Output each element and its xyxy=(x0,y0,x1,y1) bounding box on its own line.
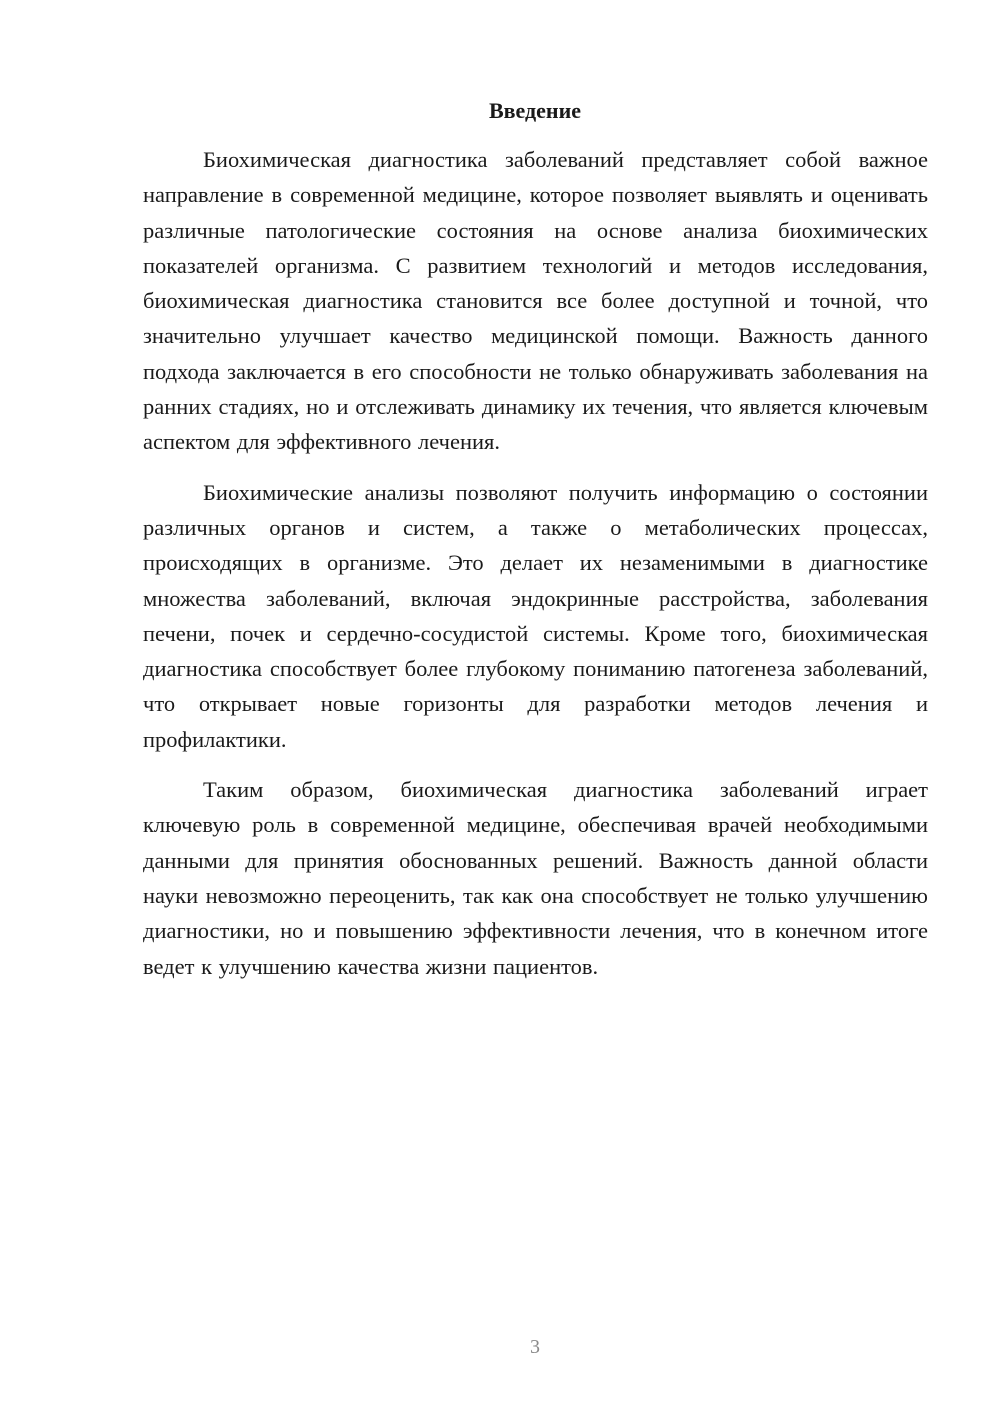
paragraph-3: Таким образом, биохимическая диагностика заболеваний играет ключевую роль в современной медицине, обеспечивая врачей необходимыми данными для принятия обоснованных решений. Важность данной области науки невозможно переоценить, так как она способствует не только улучшению диагностики, но и повышению эффективности лечения, что в конечном итоге ведет к улучшению качества жизни пациентов. xyxy=(143,777,928,979)
page-number: 3 xyxy=(530,1336,540,1358)
body-text xyxy=(143,142,928,999)
section-heading: Введение xyxy=(488,98,582,123)
paragraph-2: Биохимические анализы позволяют получить информацию о состоянии различных органов и систем, а также о метаболических процессах, происходящих в организме. Это делает их незаменимыми в диагностике множества заболеваний, включая эндокринные расстройства, заболевания печени, почек и сердечно-сосудистой системы. Кроме того, биохимическая диагностика способствует более глубокому пониманию патогенеза заболеваний, что открывает новые горизонты для разработки методов лечения и профилактики. xyxy=(143,479,928,752)
paragraph-1: Биохимическая диагностика заболеваний представляет собой важное направление в современной медицине, которое позволяет выявлять и оценивать различные патологические состояния на основе анализа биохимических показателей организма. С развитием технологий и методов исследования, биохимическая диагностика становится все более доступной и точной, что значительно улучшает качество медицинской помощи. Важность данного подхода заключается в его способности не только обнаруживать заболевания на ранних стадиях, но и отслеживать динамику их течения, что является ключевым аспектом для эффективного лечения. xyxy=(143,147,928,455)
